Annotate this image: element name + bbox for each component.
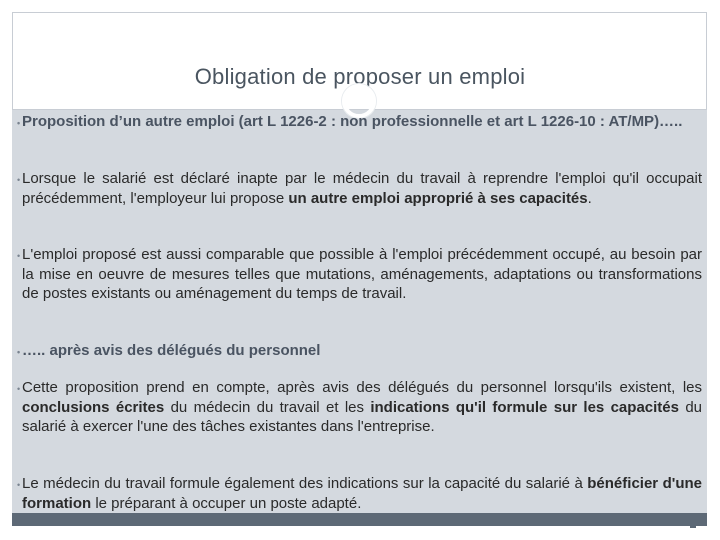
emphasis-text: un autre emploi approprié à ses capacités	[288, 189, 588, 207]
paragraph-text: Le médecin du travail formule également des indications sur la capacité du salarié à	[22, 475, 588, 492]
footer-mark	[690, 526, 696, 528]
paragraph-text: Cette proposition prend en compte, après avis des délégués du personnel lorsqu'ils existent, les	[22, 379, 702, 396]
paragraph-text: du médecin du travail et les	[164, 398, 371, 416]
paragraph-inapte	[17, 169, 702, 208]
bullet-icon: •	[17, 347, 21, 357]
bullet-icon: •	[17, 251, 21, 261]
bullet-icon: •	[17, 384, 21, 394]
paragraph-avis-delegues	[17, 341, 702, 361]
paragraph-text: Lorsque le salarié est déclaré inapte par le médecin du travail à reprendre l'emploi qu'il occupait précédemment, l'employeur lui propose	[22, 170, 702, 207]
slide-title: Obligation de proposer un emploi	[194, 64, 526, 89]
emphasis-text: conclusions écrites	[22, 398, 165, 416]
emphasis-text: bénéficier d'une formation	[22, 475, 702, 512]
paragraph-proposition	[17, 112, 702, 132]
paragraph-emploi-propose	[17, 245, 702, 304]
paragraph-text: L'emploi proposé est aussi comparable que possible à l'emploi précédemment occupé, au besoin par la mise en oeuvre de mesures telles que mutations, aménagements, adaptations ou transformations de postes existants ou aménagement du temps de travail.	[22, 246, 702, 302]
emphasis-text: indications qu'il formule sur les capacités	[370, 398, 679, 416]
paragraph-text: du salarié à exercer l'une des tâches existantes dans l'entreprise.	[22, 398, 703, 435]
paragraph-text: Proposition d’un autre emploi (art L 1226-2 : non professionnelle et art L 1226-10 : AT/MP)…..	[22, 113, 683, 130]
bullet-icon: •	[17, 118, 21, 128]
footer-bar	[12, 513, 707, 526]
paragraph-text: ….. après avis des délégués du personnel	[22, 342, 321, 359]
paragraph-text: .	[587, 189, 592, 207]
paragraph-text: le préparant à occuper un poste adapté.	[91, 494, 362, 512]
paragraph-proposition-compte	[17, 378, 703, 437]
paragraph-formation	[17, 474, 702, 513]
bullet-icon: •	[17, 175, 21, 185]
bullet-icon: •	[17, 480, 21, 490]
